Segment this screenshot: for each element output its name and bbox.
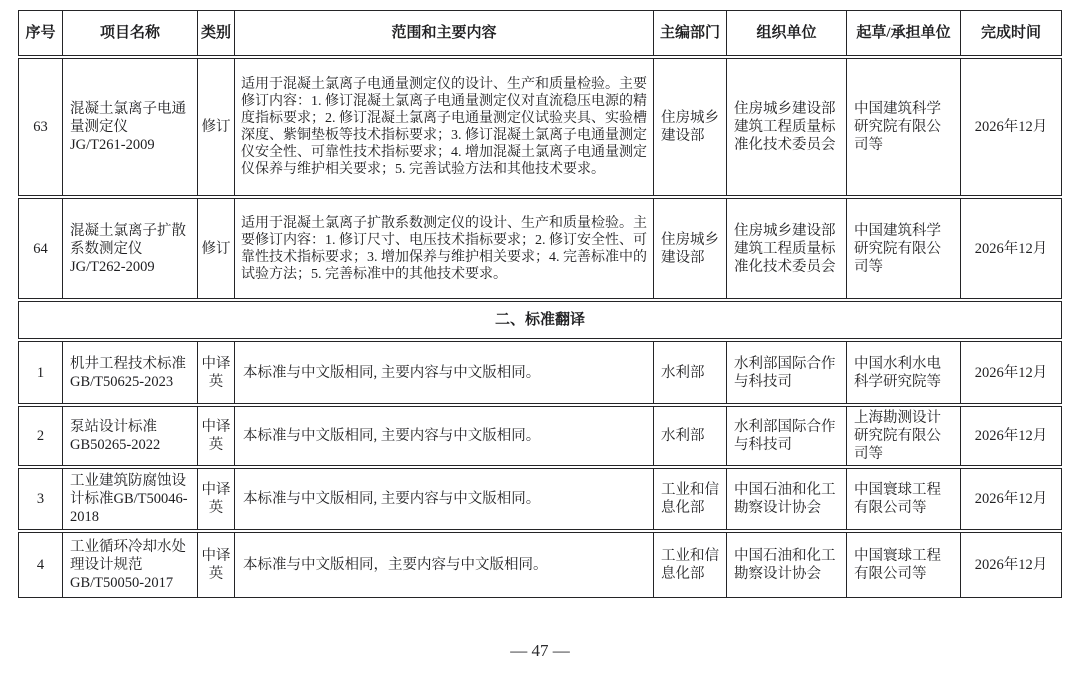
header-category: 类别 (198, 11, 235, 55)
cell-org: 中国石油和化工勘察设计协会 (727, 469, 847, 529)
cell-drafter: 上海勘测设计研究院有限公司等 (847, 407, 961, 465)
cell-serial: 64 (19, 199, 63, 298)
cell-scope: 本标准与中文版相同, 主要内容与中文版相同。 (235, 342, 654, 403)
cell-serial: 3 (19, 469, 63, 529)
cell-scope: 本标准与中文版相同，主要内容与中文版相同。 (235, 533, 654, 597)
cell-org: 住房城乡建设部建筑工程质量标准化技术委员会 (727, 199, 847, 298)
cell-drafter: 中国水利水电科学研究院等 (847, 342, 961, 403)
cell-drafter: 中国建筑科学研究院有限公司等 (847, 199, 961, 298)
cell-org: 中国石油和化工勘察设计协会 (727, 533, 847, 597)
cell-project-name (63, 199, 198, 298)
cell-dept: 工业和信息化部 (654, 533, 727, 597)
cell-drafter: 中国寰球工程有限公司等 (847, 533, 961, 597)
cell-category: 中译英 (198, 469, 235, 529)
project-code-text: GB/T50050-2017 (70, 575, 174, 591)
project-code-text: JG/T261-2009 (70, 137, 155, 153)
cell-org: 水利部国际合作与科技司 (727, 407, 847, 465)
cell-category: 中译英 (198, 533, 235, 597)
cell-serial: 4 (19, 533, 63, 597)
cell-dept: 水利部 (654, 342, 727, 403)
project-code-text: GB/T50625-2023 (70, 373, 174, 390)
table-row (18, 341, 1062, 404)
header-scope: 范围和主要内容 (235, 11, 654, 55)
project-name-text: 混凝土氯离子扩散系数测定仪 (70, 222, 186, 257)
section-header-row (18, 301, 1062, 339)
cell-category: 修订 (198, 199, 235, 298)
header-dept: 主编部门 (654, 11, 727, 55)
project-name-text: 混凝土氯离子电通量测定仪 (70, 101, 186, 135)
header-drafter: 起草/承担单位 (847, 11, 961, 55)
cell-project-name (63, 407, 198, 465)
cell-scope: 本标准与中文版相同, 主要内容与中文版相同。 (235, 407, 654, 465)
standards-table (18, 10, 1062, 598)
table-row (18, 58, 1062, 196)
header-org: 组织单位 (727, 11, 847, 55)
cell-project-name (63, 342, 198, 403)
cell-drafter: 中国寰球工程有限公司等 (847, 469, 961, 529)
cell-dept: 住房城乡建设部 (654, 59, 727, 195)
cell-dept: 住房城乡建设部 (654, 199, 727, 298)
cell-project-name (63, 59, 198, 195)
table-row (18, 406, 1062, 466)
cell-project-name (63, 469, 198, 529)
cell-category: 修订 (198, 59, 235, 195)
cell-serial: 1 (19, 342, 63, 403)
project-name-text: 工业建筑防腐蚀设计标准GB/T50046-2018 (70, 473, 188, 525)
cell-scope: 适用于混凝土氯离子电通量测定仪的设计、生产和质量检验。主要修订内容：1. 修订混凝土氯离子电通量测定仪对直流稳压电源的精度指标要求；2. 修订混凝土氯离子电通量测定仪试验夹具、实验槽深度、紫铜垫板等技术指标要求；3. 修订混凝土氯离子电通量测定仪安全性、可靠性技术指标要求；4. 增加混凝土氯离子电通量测定仪保养与维护相关要求；5. 完善试验方法和其他技术要求。 (235, 59, 654, 195)
cell-drafter: 中国建筑科学研究院有限公司等 (847, 59, 961, 195)
cell-date: 2026年12月 (974, 428, 1048, 444)
cell-dept: 工业和信息化部 (654, 469, 727, 529)
cell-project-name (63, 533, 198, 597)
cell-date: 2026年12月 (974, 364, 1048, 381)
cell-scope: 适用于混凝土氯离子扩散系数测定仪的设计、生产和质量检验。主要修订内容：1. 修订尺寸、电压技术指标要求；2. 修订安全性、可靠性技术指标要求；3. 增加保养与维护相关要求；4. 完善标准中的试验方法；5. 完善标准中的其他技术要求。 (235, 199, 654, 298)
project-code-text: GB50265-2022 (70, 437, 161, 453)
page-number: — 47 — (510, 641, 570, 660)
section-title: 二、标准翻译 (494, 312, 585, 328)
cell-serial: 2 (19, 407, 63, 465)
table-row (18, 198, 1062, 299)
project-name-text: 工业循环冷却水处理设计规范 (70, 539, 186, 573)
cell-org: 住房城乡建设部建筑工程质量标准化技术委员会 (727, 59, 847, 195)
table-row (18, 468, 1062, 530)
cell-date: 2026年12月 (974, 119, 1048, 135)
project-code-text: JG/T262-2009 (70, 258, 155, 275)
table-header-row (18, 10, 1062, 56)
cell-dept: 水利部 (654, 407, 727, 465)
cell-category: 中译英 (198, 342, 235, 403)
header-project-name: 项目名称 (63, 11, 198, 55)
project-name-text: 泵站设计标准 (70, 419, 157, 435)
header-date: 完成时间 (980, 25, 1041, 41)
cell-date: 2026年12月 (974, 491, 1048, 507)
header-serial: 序号 (19, 11, 63, 55)
cell-org: 水利部国际合作与科技司 (727, 342, 847, 403)
cell-category: 中译英 (198, 407, 235, 465)
project-name-text: 机井工程技术标准 (70, 355, 186, 372)
cell-date: 2026年12月 (974, 240, 1048, 257)
cell-date: 2026年12月 (974, 557, 1048, 573)
cell-serial: 63 (19, 59, 63, 195)
cell-scope: 本标准与中文版相同, 主要内容与中文版相同。 (235, 469, 654, 529)
table-row (18, 532, 1062, 598)
